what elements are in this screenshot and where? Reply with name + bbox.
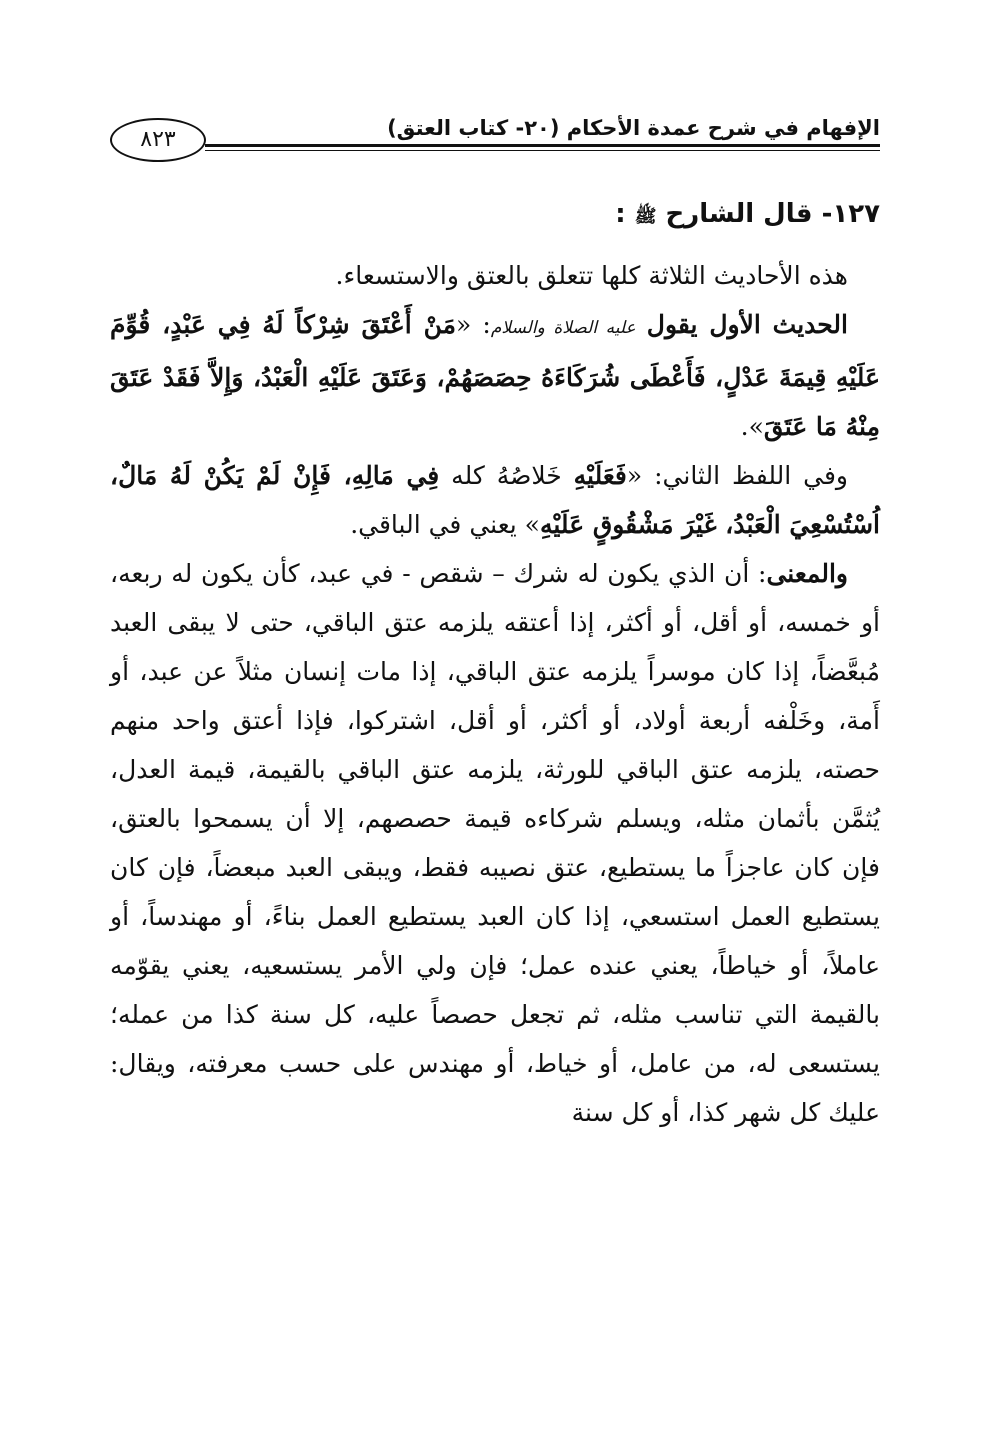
section-heading <box>110 188 880 243</box>
honorific-text: عليه الصلاة والسلام <box>490 318 636 338</box>
second-wording-bold-2: فِي مَالِهِ، فَإِنْ لَمْ يَكُنْ لَهُ مَالٌ، اُسْتُسْعِيَ الْعَبْدُ، غَيْرَ مَشْقُوقٍ عَلَيْهِ <box>110 461 880 539</box>
paragraph-4 <box>110 549 880 1137</box>
hadith-intro: الحديث الأول يقول <box>646 310 848 339</box>
header-rule-thick <box>205 144 880 147</box>
running-title: الإفهام في شرح عمدة الأحكام (٢٠- كتاب العتق) <box>387 116 880 140</box>
section-colon: : <box>615 199 626 229</box>
paragraph-1: هذه الأحاديث الثلاثة كلها تتعلق بالعتق والاستسعاء. <box>335 261 848 290</box>
page-number: ٨٢٣ <box>110 118 206 162</box>
second-wording-plain: خَلاصُهُ كله <box>439 461 574 490</box>
section-title: قال الشارح <box>665 199 813 229</box>
main-text <box>110 188 880 1137</box>
second-wording-tail: » يعني في الباقي. <box>350 510 540 539</box>
page-header <box>110 112 880 162</box>
paragraph-3 <box>110 451 880 549</box>
second-wording-intro: وفي اللفظ الثاني: « <box>626 461 848 490</box>
paragraph-2 <box>110 300 880 451</box>
quote-close: ». <box>740 412 764 441</box>
meaning-text: : أن الذي يكون له شرك – شقص - في عبد، كأن يكون له ربعه، أو خمسه، أو أقل، أو أكثر، إذا أعتقه يلزمه عتق الباقي، حتى لا يبقى العبد مُبعَّضاً، إذا كان موسراً يلزمه عتق الباقي، إذا مات إنسان مثلاً عن عبد، أو أَمة، وخَلْفه أربعة أولاد، أو أكثر، أو أقل، اشتركوا، فإذا أعتق واحد منهم حصته، يلزمه عتق الباقي للورثة، يلزمه عتق الباقي بالقيمة، قيمة العدل، يُثمَّن بأثمان مثله، ويسلم شركاءه قيمة حصصهم، إلا أن يسمحوا بالعتق، فإن كان عاجزاً ما يستطيع، عتق نصيبه فقط، ويبقى العبد مبعضاً، فإن كان يستطيع العمل استسعي، إذا كان العبد يستطيع العمل بناءً، أو مهندساً، أو عاملاً، أو خياطاً، يعني عنده عمل؛ فإن ولي الأمر يستسعيه، يعني يقوّمه بالقيمة التي تناسب مثله، ثم تجعل حصصاً عليه، كل سنة كذا من عمله؛ يستسعى له، من عامل، أو خياط، أو مهندس على حسب معرفته، ويقال: عليك كل شهر كذا، أو كل سنة <box>110 559 880 1127</box>
section-number: ١٢٧- <box>821 199 880 229</box>
honorific-glyph: ﷺ <box>634 206 657 227</box>
header-rule-thin <box>205 150 880 151</box>
hadith-text: مَنْ أَعْتَقَ شِرْكاً لَهُ فِي عَبْدٍ، قُوِّمَ عَلَيْهِ قِيمَةَ عَدْلٍ، فَأَعْطَى شُرَكَاءَهُ حِصَصَهُمْ، وَعَتَقَ عَلَيْهِ الْعَبْدُ، وَإِلاَّ فَقَدْ عَتَقَ مِنْهُ مَا عَتَقَ <box>110 310 880 441</box>
second-wording-bold-1: فَعَلَيْهِ <box>573 461 627 490</box>
meaning-label: والمعنى <box>766 559 848 588</box>
quote-open: : « <box>456 310 491 339</box>
